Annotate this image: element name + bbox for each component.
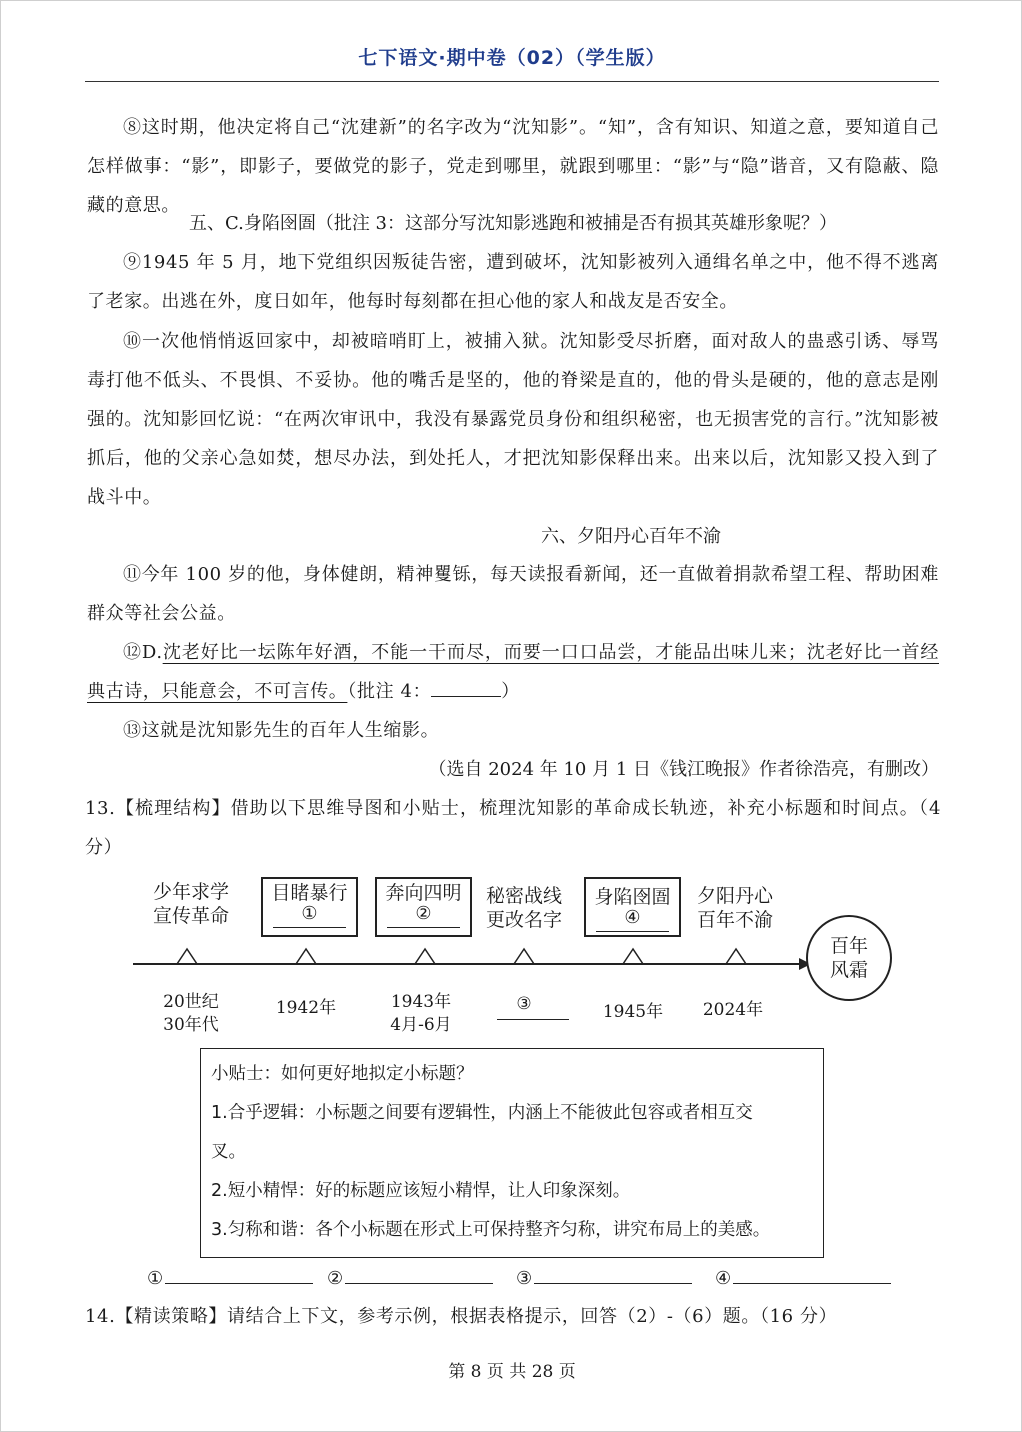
end-node-line1: 百年: [829, 935, 868, 957]
tips-box: [200, 1048, 824, 1258]
time-3-line2: 4月-6月: [390, 1015, 452, 1035]
stage-2-title: 目睹暴行: [271, 882, 348, 904]
tip-1-continued: 叉。: [211, 1142, 246, 1162]
page-header-title: 七下语文·期中卷（02）（学生版）: [358, 47, 666, 69]
stage-2-answer-line[interactable]: [273, 927, 346, 928]
paragraph-12: [87, 633, 939, 711]
time-1-line1: 20世纪: [163, 992, 219, 1012]
answer-4-blank[interactable]: [733, 1263, 891, 1284]
paragraph-11: ⑪今年 100 岁的他，身体健朗，精神矍铄，每天读报看新闻，还一直做着捐款希望工程、帮助困难群众等社会公益。: [87, 564, 939, 624]
stage-5-num: ④: [624, 907, 641, 928]
stage-3-num: ②: [415, 903, 432, 924]
timeline-marker: [726, 949, 746, 964]
stage-6: [687, 884, 783, 932]
answer-1-label: ①: [147, 1268, 164, 1289]
answer-2-label: ②: [327, 1268, 344, 1289]
timeline-marker: [177, 949, 197, 964]
paragraph-10: ⑩一次他悄悄返回家中，却被暗哨盯上，被捕入狱。沈知影受尽折磨，面对敌人的蛊惑引诱、辱骂毒打他不低头、不畏惧、不妥协。他的嘴舌是坚的，他的脊梁是直的，他的骨头是硬的，他的意志是刚强的。沈知影回忆说：“在两次审讯中，我没有暴露党员身份和组织秘密，也无损害党的言行。”沈知影被抓后，他的父亲心急如焚，想尽办法，到处托人，才把沈知影保释出来。出来以后，沈知影又投入到了战斗中。: [87, 331, 939, 508]
paragraph-13: ⑬这就是沈知影先生的百年人生缩影。: [123, 720, 440, 741]
stage-2-num: ①: [301, 903, 318, 924]
time-3: [371, 991, 471, 1037]
mind-map: [1, 861, 1022, 1041]
question-13: 13.【梳理结构】借助以下思维导图和小贴士，梳理沈知影的革命成长轨迹，补充小标题和时间点。（4 分）: [85, 798, 941, 858]
paragraph-12-prefix: ⑫D.: [123, 642, 163, 663]
timeline-marker: [296, 949, 316, 964]
stage-1-line2: 宣传革命: [152, 905, 229, 927]
tips-title: 小贴士：如何更好地拟定小标题？: [211, 1064, 474, 1084]
section-5-heading: 五、C.身陷囹圄（批注 3：这部分写沈知影逃跑和被捕是否有损其英雄形象呢？）: [188, 213, 838, 234]
timeline-marker: [415, 949, 435, 964]
answer-4: [715, 1263, 891, 1289]
timeline-marker: [514, 949, 534, 964]
stage-1: [141, 880, 241, 928]
stage-6-line2: 百年不渝: [696, 909, 773, 931]
tip-2: 2.短小精悍：好的标题应该短小精悍，让人印象深刻。: [211, 1181, 631, 1201]
stage-4: [477, 884, 571, 932]
stage-1-line1: 少年求学: [152, 881, 229, 903]
annotation-4-label: （批注 4：: [347, 681, 432, 702]
answer-2: [327, 1263, 493, 1289]
source-note: （选自 2024 年 10 月 1 日《钱江晚报》作者徐浩亮，有删改）: [428, 759, 939, 780]
stage-4-line1: 秘密战线: [485, 885, 562, 907]
paragraph-12-underlined: 沈老好比一坛陈年好酒，不能一干而尽，而要一口口品尝，才能品出味儿来；沈老好比一首经典古诗，只能意会，不可言传。: [87, 642, 939, 702]
stage-5-answer-line[interactable]: [596, 931, 669, 932]
header-rule: [85, 81, 939, 82]
end-node-label: [809, 934, 889, 982]
time-1: [141, 991, 241, 1037]
annotation-4-close: ）: [501, 681, 520, 702]
tip-3: 3.匀称和谐：各个小标题在形式上可保持整齐匀称，讲究布局上的美感。: [211, 1220, 771, 1240]
time-4-answer-line[interactable]: [497, 1019, 569, 1020]
stage-5-title: 身陷囹圄: [594, 886, 671, 908]
stage-6-line1: 夕阳丹心: [696, 885, 773, 907]
page-footer: 第 8 页 共 28 页: [448, 1362, 576, 1382]
answer-3-label: ③: [516, 1268, 533, 1289]
answer-2-blank[interactable]: [345, 1263, 493, 1284]
stage-4-line2: 更改名字: [485, 909, 562, 931]
time-5: 1945年: [602, 1002, 664, 1022]
time-6: 2024年: [702, 1000, 764, 1020]
tip-1: 1.合乎逻辑：小标题之间要有逻辑性，内涵上不能彼此包容或者相互交: [211, 1103, 753, 1123]
stage-3-answer-line[interactable]: [387, 927, 460, 928]
stage-3-title: 奔向四明: [385, 882, 462, 904]
timeline-marker: [623, 949, 643, 964]
annotation-4-blank[interactable]: [431, 676, 501, 697]
paragraph-8: ⑧这时期，他决定将自己“沈建新”的名字改为“沈知影”。“知”，含有知识、知道之意，要知道自己怎样做事：“影”，即影子，要做党的影子，党走到哪里，就跟到哪里：“影”与“隐”谐音，又有隐蔽、隐藏的意思。: [87, 117, 939, 216]
time-3-line1: 1943年: [390, 992, 452, 1012]
time-4: ③: [516, 994, 532, 1014]
answer-3: [516, 1263, 692, 1289]
answer-3-blank[interactable]: [534, 1263, 692, 1284]
time-2: 1942年: [275, 998, 337, 1018]
answer-1-blank[interactable]: [165, 1263, 313, 1284]
question-14: 14.【精读策略】请结合上下文，参考示例，根据表格提示，回答（2）-（6）题。（16 分）: [85, 1306, 838, 1327]
answer-1: [147, 1263, 313, 1289]
answer-4-label: ④: [715, 1268, 732, 1289]
end-node-line2: 风霜: [829, 959, 868, 981]
time-1-line2: 30年代: [163, 1015, 219, 1035]
paragraph-9: ⑨1945 年 5 月，地下党组织因叛徒告密，遭到破坏，沈知影被列入通缉名单之中，他不得不逃离了老家。出逃在外，度日如年，他每时每刻都在担心他的家人和战友是否安全。: [87, 252, 939, 312]
section-6-heading: 六、夕阳丹心百年不渝: [541, 526, 721, 547]
